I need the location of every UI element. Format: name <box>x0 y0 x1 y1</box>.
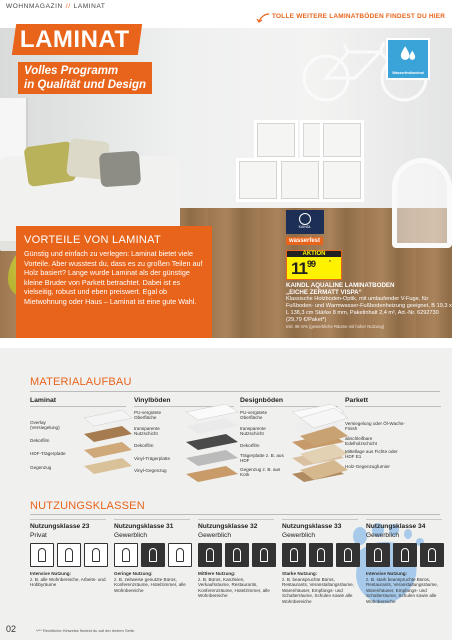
usage-class-description <box>114 571 192 593</box>
usage-class-type: Gewerblich <box>114 532 147 539</box>
usage-class-type: Gewerblich <box>198 532 231 539</box>
usage-class-title: Nutzungsklasse 31 <box>114 523 174 530</box>
class-divider <box>282 519 358 520</box>
usage-class-description <box>366 571 444 605</box>
price-tag <box>286 250 342 280</box>
usage-intensity-icons <box>30 543 108 569</box>
usage-intensity-icons <box>114 543 192 569</box>
class-divider <box>366 519 442 520</box>
design-label: Dekorfilm <box>240 443 260 448</box>
nutzungsklassen-title: NUTZUNGSKLASSEN <box>30 500 145 512</box>
usage-class-type: Gewerblich <box>282 532 315 539</box>
laminat-layers <box>74 410 132 490</box>
product-description: Klassische Holzboden-Optik, mit umlaufender V-Fuge, für Fußboden- und Warmwasser-Fußbodenheizung geeignet, B 19,3 x L 138,3 cm Stärke 8 mm, Paketinhalt 2,4 m², Art.-Nr. 6292730 (29,79 €/Paket*) <box>286 296 452 323</box>
class-divider <box>198 519 274 520</box>
usage-class-description <box>30 571 108 588</box>
usage-class-description <box>282 571 360 605</box>
arrow-icon <box>255 12 271 24</box>
promo-link[interactable]: TOLLE WEITERE LAMINATBÖDEN FINDEST DU HIER <box>272 13 446 20</box>
column-underline <box>345 406 441 407</box>
waterproof-tag: wasserfest <box>286 237 323 245</box>
usage-class-title: Nutzungsklasse 32 <box>198 523 258 530</box>
usage-examples: z. B. stark beanspruchte Büros, Restaurants, Veranstaltungsräume, Warenhäuser, Empfangs- und Schalterräume, Schulen sowie alle Wohnbereiche <box>366 576 439 604</box>
usage-class-title: Nutzungsklasse 33 <box>282 523 342 530</box>
laminat-label: Overlay (Versiegelung) <box>30 420 60 431</box>
usage-examples: z. B. zeitweise genutzte Büros, Konferenzräume, Hotelzimmer, alle Wohnbereiche <box>114 576 186 593</box>
advantages-box <box>16 226 212 338</box>
price: $11^{99}$ <box>291 259 315 278</box>
section-divider <box>30 391 440 392</box>
breadcrumb-separator: // <box>65 3 71 10</box>
vinyl-label: Dekorfilm <box>134 443 154 448</box>
usage-intensity-label: Starke Nutzung: <box>282 571 318 576</box>
design-label: transparente Nutzschicht <box>240 426 266 437</box>
laminat-label: Dekorfilm <box>30 438 50 443</box>
shoe-icon <box>114 543 138 567</box>
magazine-label: WOHNMAGAZIN <box>6 3 63 10</box>
laminat-label: Gegenzug <box>30 465 52 470</box>
shoe-icon <box>366 543 390 567</box>
usage-intensity-icons <box>282 543 360 569</box>
class-divider <box>30 519 106 520</box>
usage-intensity-label: Intensive Nutzung: <box>30 571 72 576</box>
page-subtitle: Volles Programm in Qualität und Design <box>18 62 152 94</box>
shoe-icon <box>30 543 54 567</box>
shoe-icon <box>225 543 249 567</box>
crate-shelf <box>254 120 298 160</box>
usage-class-type: Gewerblich <box>366 532 399 539</box>
water-drop-icon <box>388 42 428 72</box>
advantages-heading: VORTEILE VON LAMINAT <box>24 234 162 246</box>
design-label: PU-vergütete Oberfläche <box>240 410 268 421</box>
page-title: LAMINAT <box>12 24 142 55</box>
material-title-design: Designböden <box>240 397 284 404</box>
shoe-icon <box>420 543 444 567</box>
section-label: LAMINAT <box>73 3 106 10</box>
parkett-layers <box>300 408 348 482</box>
usage-intensity-icons <box>366 543 444 569</box>
water-resistant-badge: Wasserfestlaminat <box>386 38 430 80</box>
parkett-label: Mittellage aus Fichte oder HDF E1 <box>345 449 398 460</box>
shoe-icon <box>336 543 360 567</box>
crate-shelf <box>320 158 364 202</box>
material-title-vinyl: Vinylböden <box>134 397 171 404</box>
usage-class-title: Nutzungsklasse 34 <box>366 523 426 530</box>
materialaufbau-title: MATERIALAUFBAU <box>30 376 132 388</box>
parkett-label: Holz-Gegenzugfurnier <box>345 464 390 469</box>
shoe-icon <box>168 543 192 567</box>
shoe-icon <box>252 543 276 567</box>
usage-examples: z. B. alle Wohnbereiche, Arbeits- und Hobbyräume <box>30 576 106 588</box>
shoe-icon <box>309 543 333 567</box>
breadcrumb <box>6 3 106 10</box>
crate-shelf <box>278 158 322 202</box>
product-name-line1: KAINDL AQUALINE LAMINATBODEN <box>286 282 395 289</box>
usage-intensity-icons <box>198 543 276 569</box>
product-name-line2: „EICHE ZERMATT VISPA“ <box>286 289 362 297</box>
legal-footnote: */** Rechtliche Hinweise findest du auf der letzten Seite. <box>36 628 136 633</box>
brand-logo-mark <box>299 213 311 225</box>
crate-shelf <box>236 158 280 202</box>
advantages-text: Günstig und einfach zu verlegen: Laminat bietet viele Vorteile. Aber wusstest du, dass es zu großen Teilen auf Holz basiert? Lange wurde Laminat als der günstige kleine Bruder von Parkett betrachtet. Dabei ist es vielseitig, robust und eben preiswert. Egal ob Mietwohnung oder Haus – Laminat ist eine gute Wahl. <box>24 249 203 306</box>
vinyl-label: PU-vergütete Oberfläche <box>134 410 162 421</box>
shoe-icon <box>57 543 81 567</box>
vinyl-label: transparente Nutzschicht <box>134 426 160 437</box>
usage-intensity-label: Mittlere Nutzung: <box>198 571 236 576</box>
shoe-icon <box>282 543 306 567</box>
vinyl-label: Vinyl-Gegenzug <box>134 468 167 473</box>
product-info <box>286 282 452 329</box>
aktion-label: AKTION <box>287 251 341 257</box>
material-title-parkett: Parkett <box>345 397 369 404</box>
shoe-icon <box>141 543 165 567</box>
usage-intensity-label: Intensive Nutzung: <box>366 571 408 576</box>
material-title-laminat: Laminat <box>30 397 57 404</box>
shoe-icon <box>198 543 222 567</box>
usage-class-description <box>198 571 276 599</box>
column-underline <box>30 406 126 407</box>
price-asterisk: * <box>329 260 331 266</box>
parkett-label: abschleifbare Edelholzschicht <box>345 436 377 447</box>
product-footnote: Inkl. 98 m% (gewerbliche Räume mit hoher Nutzung) <box>286 323 385 329</box>
vinyl-label: Vinyl-Trägerplatte <box>134 456 171 461</box>
design-label: Gegenzug z. B. aus Kork <box>240 467 281 478</box>
vinyl-layers <box>176 404 238 490</box>
pillow <box>99 151 141 188</box>
usage-intensity-label: Geringe Nutzung: <box>114 571 153 576</box>
design-label: Trägerplatte z. B. aus HDF <box>240 453 284 464</box>
shoe-icon <box>393 543 417 567</box>
brand-logo: KAINDL <box>286 210 324 234</box>
shoe-icon <box>84 543 108 567</box>
usage-examples: z. B. beanspruchte Büros, Restaurants, Veranstaltungsräume, Warenhäuser, Empfangs- und Schalterräume, Schulen sowie alle Wohnbereiche <box>282 576 355 604</box>
laminat-label: HDF-Trägerplatte <box>30 451 66 456</box>
usage-class-type: Privat <box>30 532 47 539</box>
class-divider <box>114 519 190 520</box>
section-divider <box>30 514 440 515</box>
page-number: 02 <box>6 624 17 634</box>
crate-shelf <box>320 120 364 160</box>
chair <box>392 158 452 248</box>
usage-class-title: Nutzungsklasse 23 <box>30 523 90 530</box>
usage-examples: z. B. Büros, Kanzleien, Verkaufsräume, Restaurants, Konferenzräume, Hotelzimmer, alle Wohnbereiche <box>198 576 270 599</box>
parkett-label: Versiegelung oder Öl-Wachs-Finish <box>345 421 405 432</box>
